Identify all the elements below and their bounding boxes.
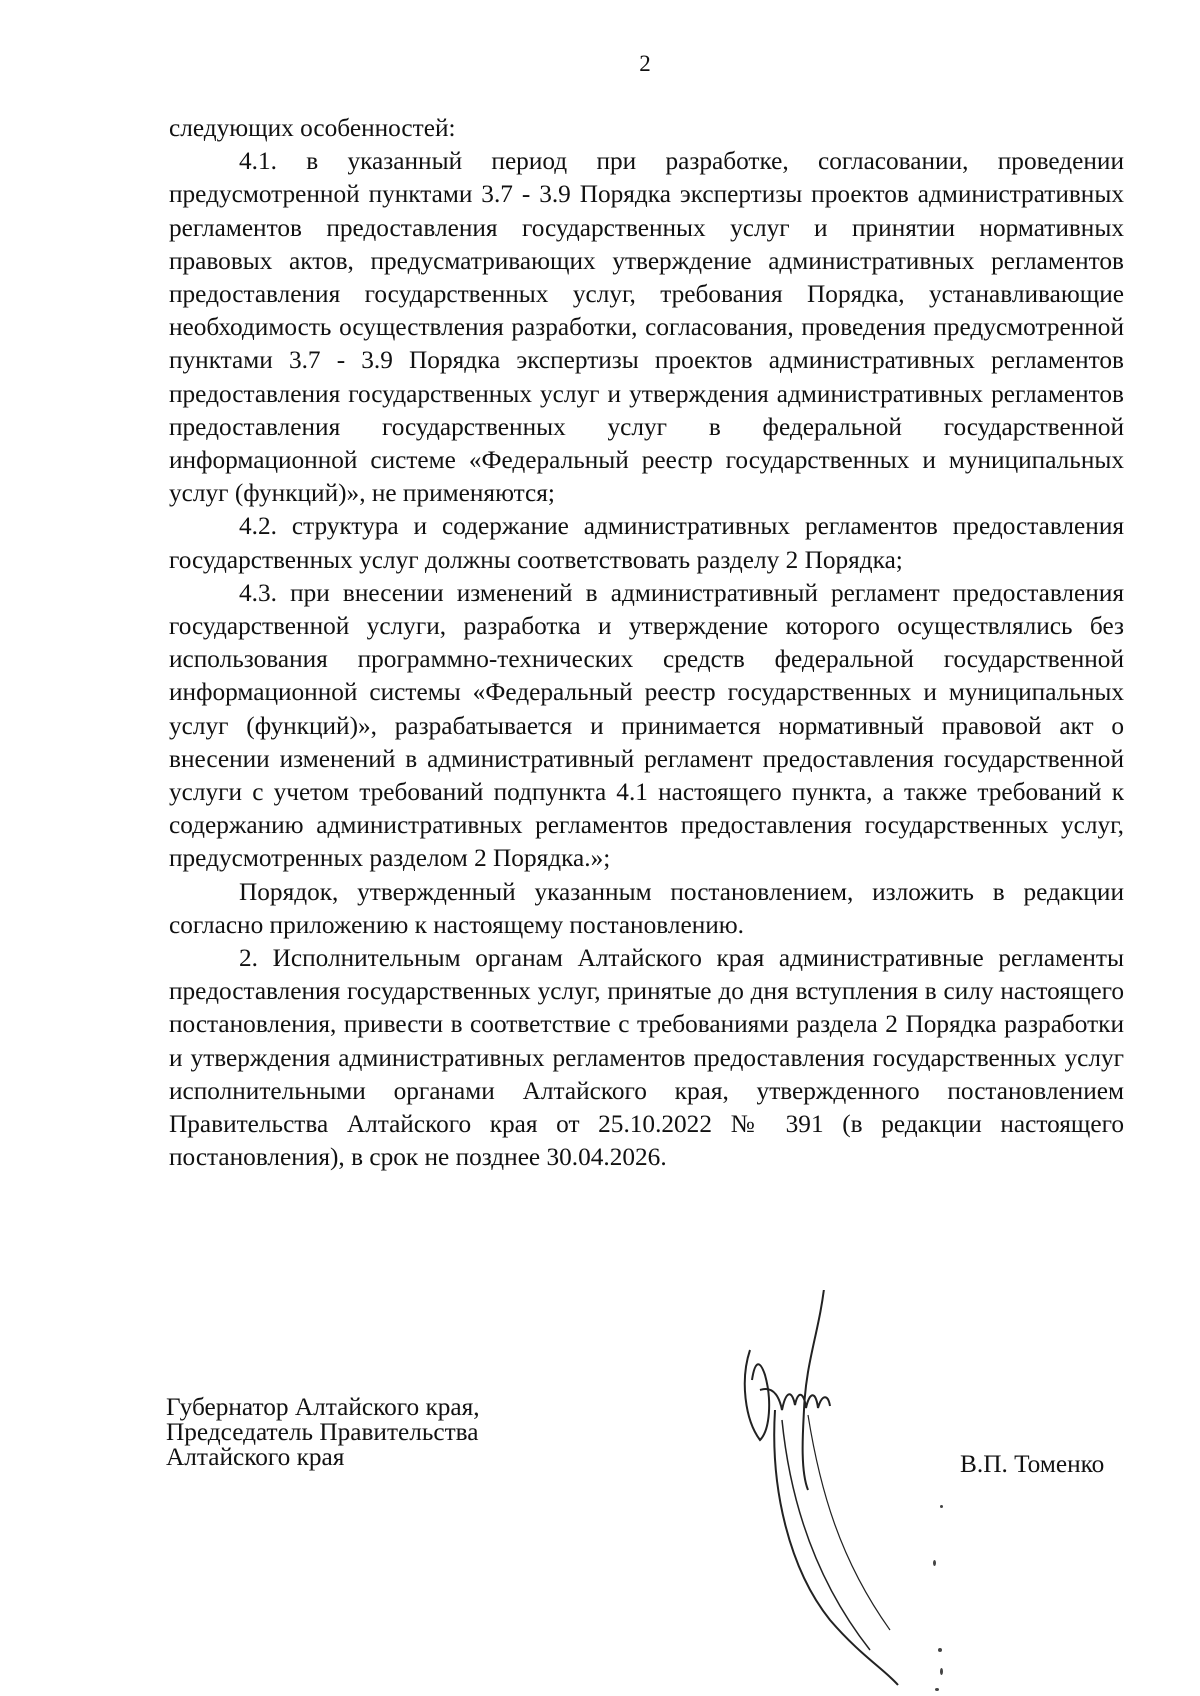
paragraph-4-3: 4.3. при внесении изменений в административный регламент предоставления государственной услуги, разработка и утверждение которого осуществлялись без использования программно-технических средств федеральной государственной информационной системы «Федеральный реестр государственных и муниципальных услуг (функций)», разрабатывается и принимается нормативный правовой акт о внесении изменений в административный регламент предоставления государственной услуги с учетом требований подпункта 4.1 настоящего пункта, а также требований к содержанию административных регламентов предоставления государственных услуг, предусмотренных разделом 2 Порядка.»; xyxy=(169,578,1124,873)
scan-speck xyxy=(940,1505,943,1508)
paragraph-continuation: следующих особенностей: xyxy=(169,114,456,142)
scan-speck xyxy=(940,1668,943,1675)
paragraph-2: 2. Исполнительным органам Алтайского края административные регламенты предоставления государственных услуг, принятые до дня вступления в силу настоящего постановления, привести в соответствие с требованиями раздела 2 Порядка разработки и утверждения административных регламентов предоставления государственных услуг исполнительными органами Алтайского края, утвержденного постановлением Правительства Алтайского края от 25.10.2022 № 391 (в редакции настоящего постановления), в срок не позднее 30.04.2026. xyxy=(169,944,1124,1172)
signatory-name: В.П. Томенко xyxy=(960,1450,1105,1478)
scan-speck xyxy=(938,1648,942,1652)
scan-speck xyxy=(933,1560,936,1566)
paragraph-4-1: 4.1. в указанный период при разработке, согласовании, проведении предусмотренной пунктами 3.7 - 3.9 Порядка экспертизы проектов административных регламентов предоставления государственных услуг и принятии нормативных правовых актов, предусматривающих утверждение административных регламентов предоставления государственных услуг, требования Порядка, устанавливающие необходимость осуществления разработки, согласования, проведения предусмотренной пунктами 3.7 - 3.9 Порядка экспертизы проектов административных регламентов предоставления государственных услуг и утверждения административных регламентов предоставления государственных услуг в федеральной государственной информационной системе «Федеральный реестр государственных и муниципальных услуг (функций)», не применяются; xyxy=(169,147,1124,508)
handwritten-signature xyxy=(720,1290,970,1696)
page-number: 2 xyxy=(639,51,651,76)
paragraph-order-statement: Порядок, утвержденный указанным постановлением, изложить в редакции согласно приложению к настоящему постановлению. xyxy=(169,877,1124,939)
paragraph-4-2: 4.2. структура и содержание административных регламентов предоставления государственных услуг должны соответствовать разделу 2 Порядка; xyxy=(169,512,1124,574)
signatory-position-line: Алтайского края xyxy=(166,1443,345,1471)
scan-speck xyxy=(935,1688,939,1691)
signatory-position-line: Губернатор Алтайского края, xyxy=(166,1393,480,1421)
signatory-position-line: Председатель Правительства xyxy=(166,1418,479,1446)
signatory-position xyxy=(166,1395,586,1470)
document-body xyxy=(169,112,1124,1175)
